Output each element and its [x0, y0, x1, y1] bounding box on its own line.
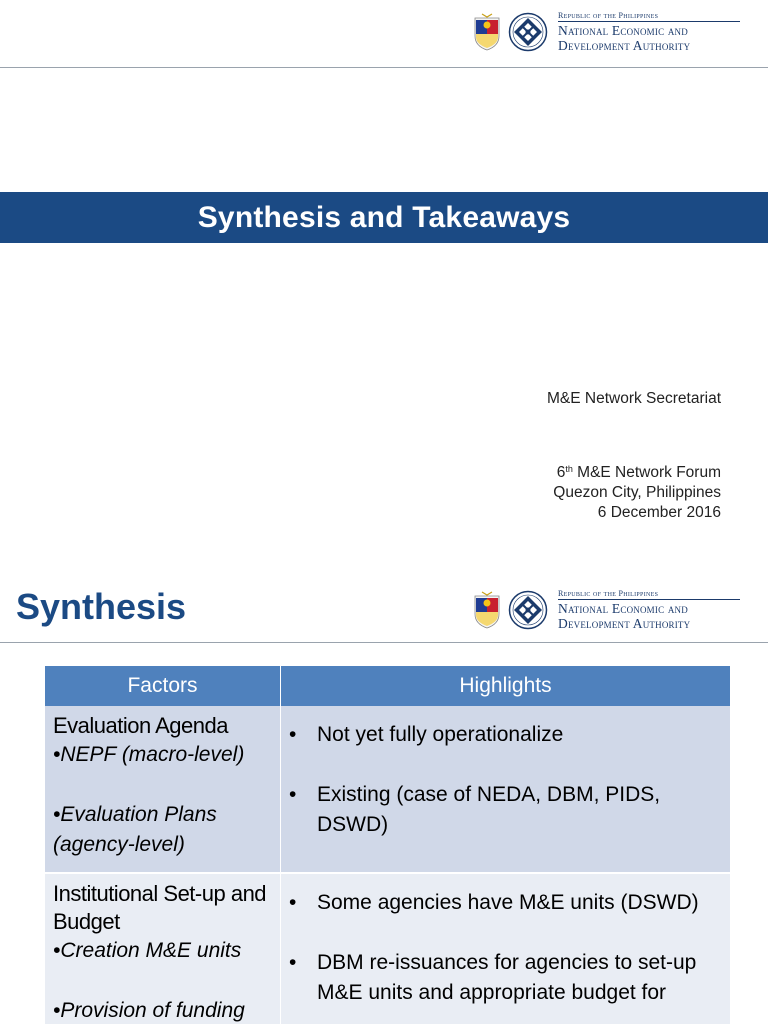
logo-line1-text: National Economic and: [558, 23, 688, 39]
header-factors: Factors: [45, 666, 281, 706]
highlights-list: [289, 888, 720, 1008]
spacer: [53, 770, 280, 800]
synthesis-title: Synthesis: [16, 586, 187, 627]
neda-wordmark: [558, 12, 740, 53]
date-text: 6 December 2016: [597, 504, 721, 521]
factor-item: •NEPF (macro-level): [53, 743, 245, 766]
highlights-list: [289, 720, 720, 840]
header-highlights: Highlights: [459, 674, 552, 697]
highlights-cell: [281, 874, 730, 1024]
forum-info: [553, 459, 721, 523]
forum-line: [553, 459, 721, 483]
nedalogo-header: [472, 12, 740, 53]
factor-cell: [45, 874, 281, 1024]
factor-title: Institutional Set-up and Budget: [53, 881, 267, 934]
synthesis-slide: [0, 576, 768, 1024]
location-text: Quezon City, Philippines: [553, 484, 721, 501]
table-row: [45, 874, 730, 1024]
header-divider: [0, 642, 768, 643]
logo-republic-text: Republic of the Philippines: [558, 589, 659, 598]
highlight-item: • DBM re-issuances for agencies to set-up M&E units and appropriate budget for: [289, 948, 720, 1008]
neda-emblem-icon: [508, 590, 548, 630]
neda-wordmark: [558, 590, 740, 631]
logo-line2-text: Development Authority: [558, 615, 691, 631]
forum-ordinal: th: [565, 464, 573, 474]
table-row: [45, 706, 730, 874]
factor-item: •Provision of funding: [53, 999, 245, 1022]
highlight-item: • Some agencies have M&E units (DSWD): [289, 888, 720, 918]
logo-line2-text: Development Authority: [558, 37, 691, 53]
nedalogo-header: [472, 590, 740, 631]
highlight-item: • Existing (case of NEDA, DBM, PIDS, DSWD): [289, 780, 720, 840]
synthesis-table: [45, 666, 730, 1024]
logo-rule: [558, 21, 740, 22]
factor-cell: [45, 706, 281, 872]
secretariat-text: M&E Network Secretariat: [547, 390, 721, 407]
header-divider: [0, 67, 768, 68]
forum-name: M&E Network Forum: [572, 464, 721, 481]
factor-item: •Evaluation Plans (agency-level): [53, 803, 217, 856]
factor-item: •Creation M&E units: [53, 939, 242, 962]
slide-title: Synthesis and Takeaways: [197, 200, 571, 234]
logo-line1-text: National Economic and: [558, 601, 688, 617]
highlights-cell: [281, 706, 730, 872]
factor-title: Evaluation Agenda: [53, 713, 228, 738]
spacer: [53, 966, 280, 996]
highlight-item: • Not yet fully operationalize: [289, 720, 720, 750]
logo-rule: [558, 599, 740, 600]
philippine-seal-icon: [472, 590, 502, 630]
logo-republic-text: Republic of the Philippines: [558, 11, 659, 20]
forum-number: 6: [556, 464, 566, 481]
title-band: [0, 192, 768, 243]
table-header: [45, 666, 730, 706]
philippine-seal-icon: [472, 12, 502, 52]
neda-emblem-icon: [508, 12, 548, 52]
